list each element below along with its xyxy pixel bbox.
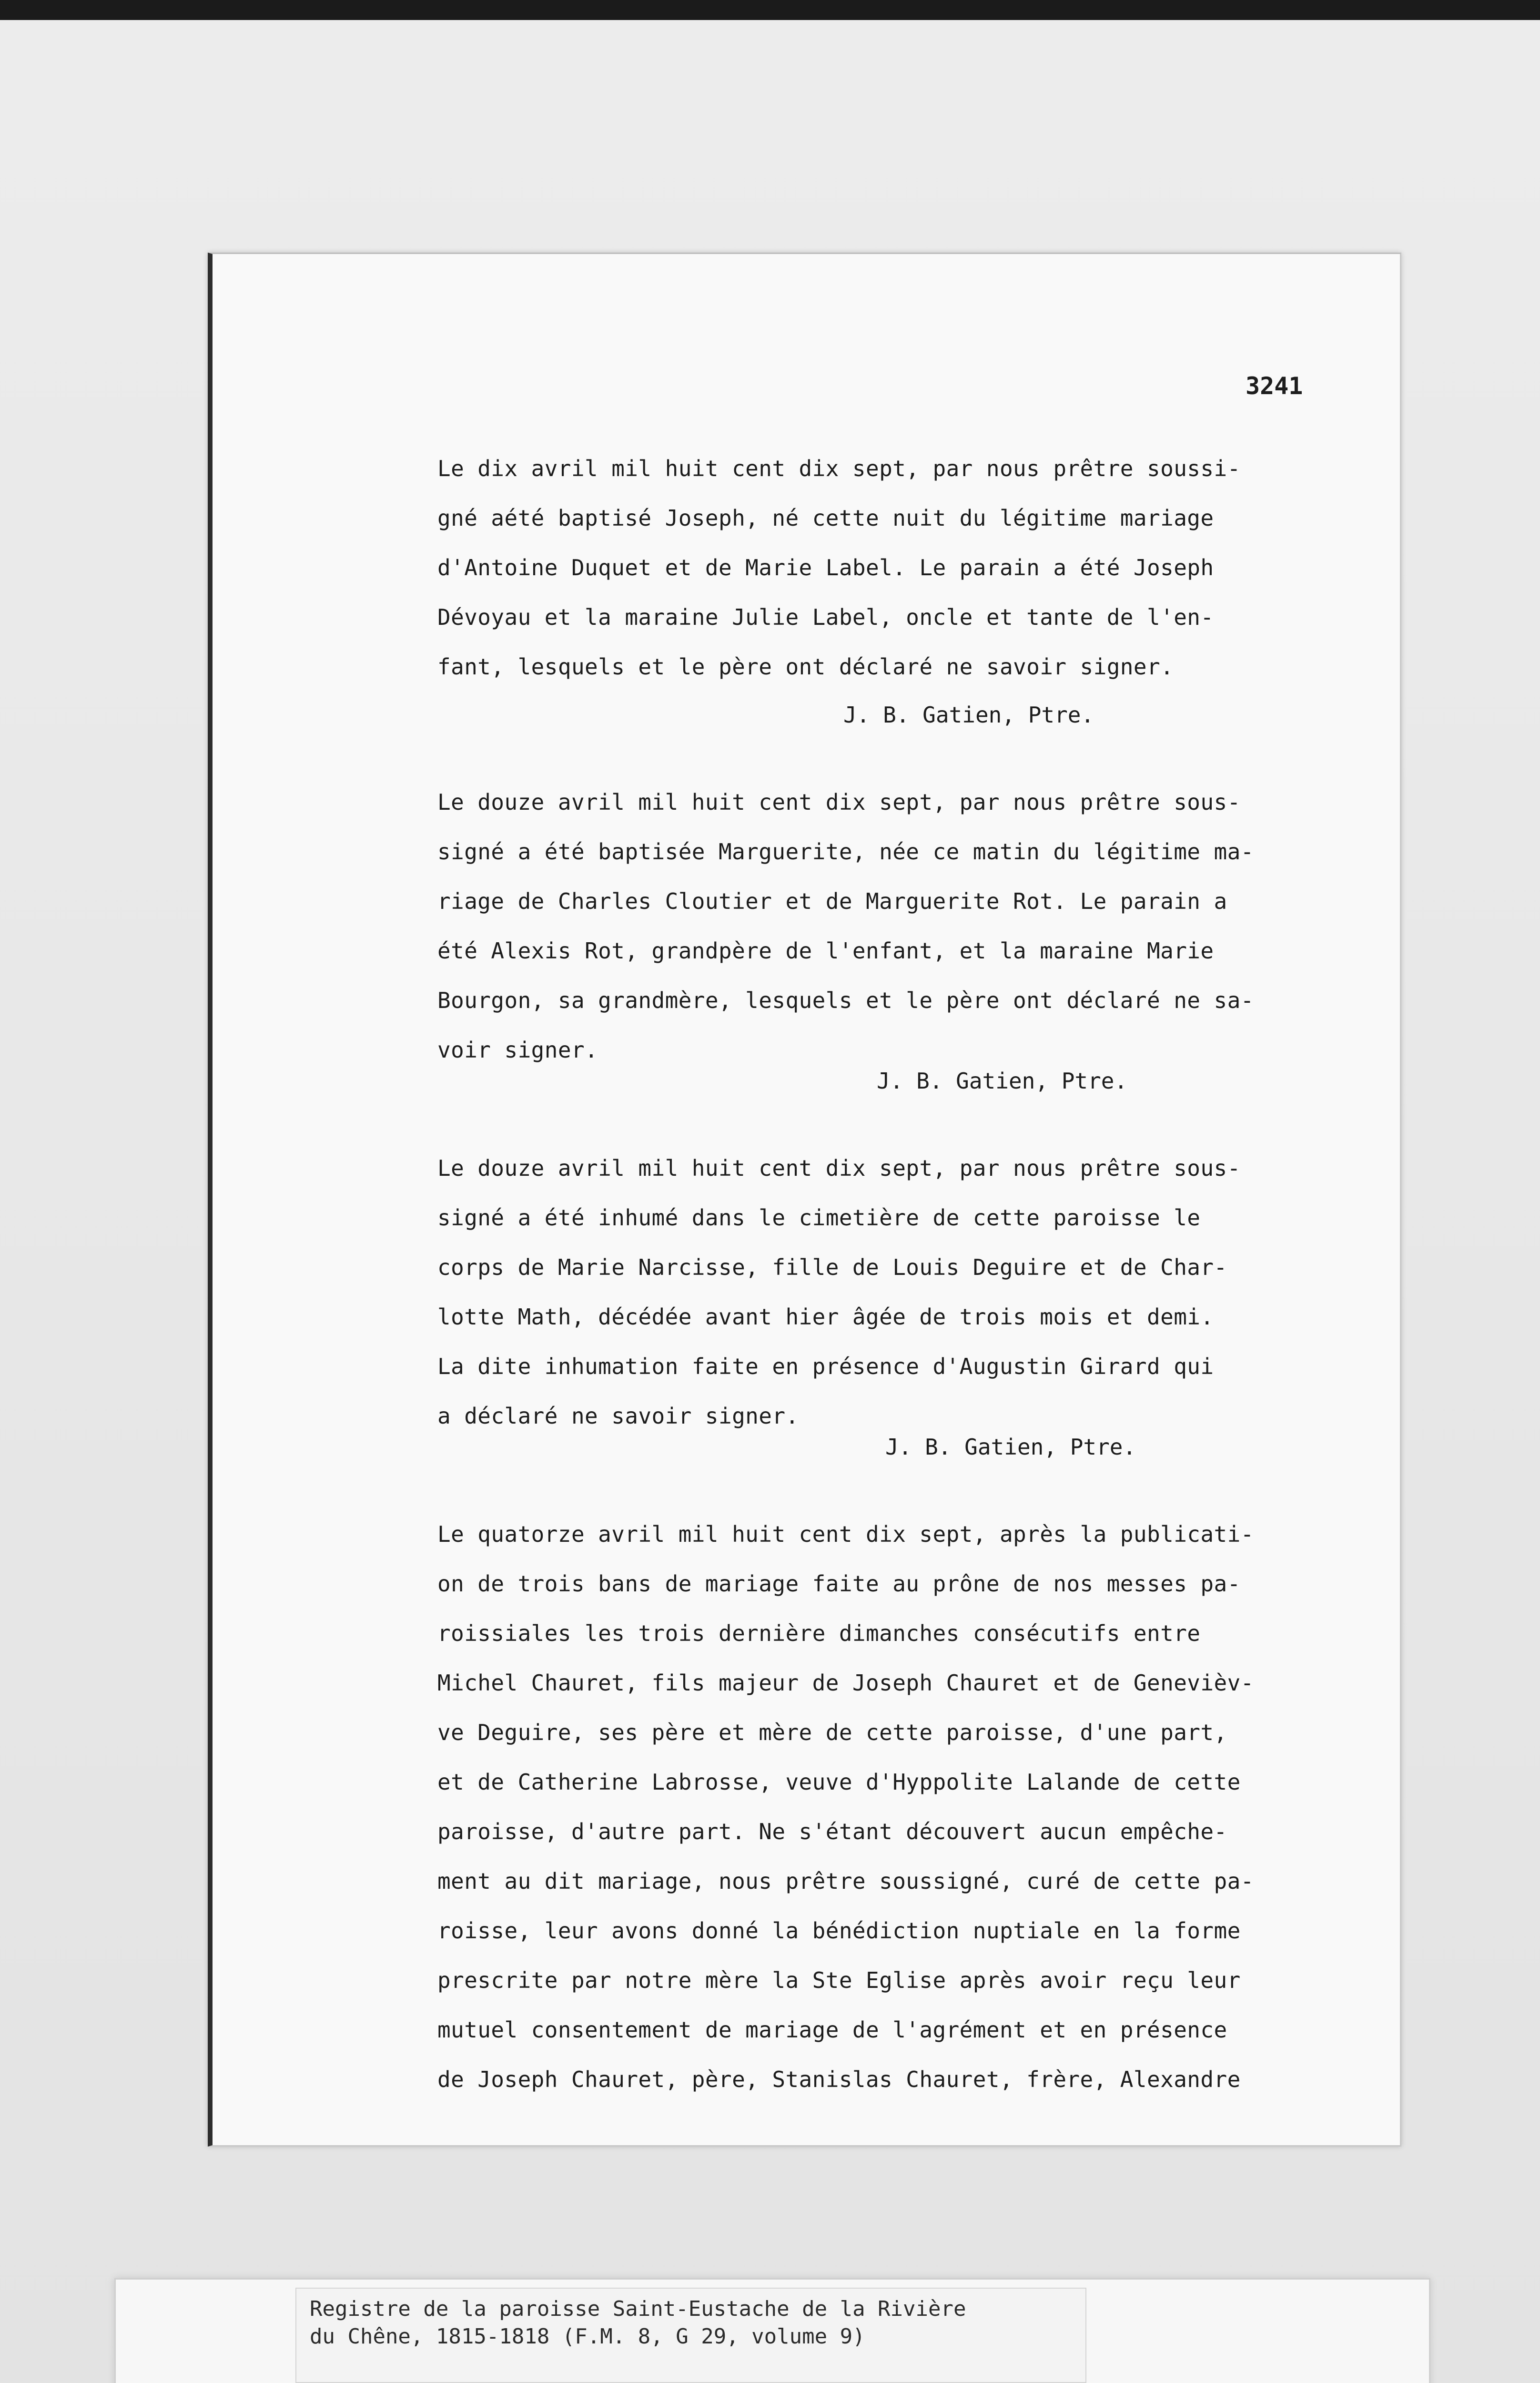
page-number: 3241 — [1246, 372, 1303, 400]
entry-line: La dite inhumation faite en présence d'Augustin Girard qui — [437, 1354, 1214, 1379]
entry-line: gné aété baptisé Joseph, né cette nuit du légitime mariage — [437, 505, 1214, 531]
catalog-label — [295, 2288, 1086, 2383]
entry-line: fant, lesquels et le père ont déclaré ne savoir signer. — [437, 654, 1174, 680]
entry-line: Bourgon, sa grandmère, lesquels et le père ont déclaré ne sa- — [437, 988, 1254, 1013]
entry-line: voir signer. — [437, 1037, 598, 1063]
entry-line: corps de Marie Narcisse, fille de Louis Deguire et de Char- — [437, 1254, 1227, 1280]
register-page — [208, 253, 1401, 2147]
entry-line: roisse, leur avons donné la bénédiction nuptiale en la forme — [437, 1918, 1241, 1944]
entry-burial-marie-narcisse — [437, 1143, 1314, 1468]
priest-signature: J. B. Gatien, Ptre. — [877, 1068, 1128, 1094]
entry-line: mutuel consentement de mariage de l'agrément et en présence — [437, 2017, 1227, 2043]
entry-line: on de trois bans de mariage faite au prône de nos messes pa- — [437, 1571, 1241, 1597]
catalog-line: Registre de la paroisse Saint-Eustache de la Rivière — [310, 2297, 966, 2321]
entry-line: ve Deguire, ses père et mère de cette paroisse, d'une part, — [437, 1720, 1227, 1745]
priest-signature: J. B. Gatien, Ptre. — [885, 1434, 1136, 1460]
entry-line: Le douze avril mil huit cent dix sept, par nous prêtre sous- — [437, 789, 1241, 815]
entry-line: Dévoyau et la maraine Julie Label, oncle et tante de l'en- — [437, 604, 1214, 630]
entry-line: a déclaré ne savoir signer. — [437, 1403, 799, 1429]
entry-line: riage de Charles Cloutier et de Marguerite Rot. Le parain a — [437, 888, 1227, 914]
entry-line: Le quatorze avril mil huit cent dix sept, après la publicati- — [437, 1521, 1254, 1547]
entry-line: de Joseph Chauret, père, Stanislas Chauret, frère, Alexandre — [437, 2067, 1241, 2092]
entry-line: d'Antoine Duquet et de Marie Label. Le parain a été Joseph — [437, 555, 1214, 580]
entry-baptism-marguerite — [437, 777, 1314, 1102]
entry-line: lotte Math, décédée avant hier âgée de trois mois et demi. — [437, 1304, 1214, 1330]
register-entries — [437, 444, 1314, 2104]
entry-line: Michel Chauret, fils majeur de Joseph Chauret et de Genevièv- — [437, 1670, 1254, 1696]
entry-line: Le douze avril mil huit cent dix sept, par nous prêtre sous- — [437, 1155, 1241, 1181]
entry-line: roissiales les trois dernière dimanches consécutifs entre — [437, 1620, 1201, 1646]
priest-signature: J. B. Gatien, Ptre. — [843, 702, 1094, 728]
entry-line: Le dix avril mil huit cent dix sept, par nous prêtre soussi- — [437, 456, 1241, 481]
scan-top-border — [0, 0, 1540, 20]
entry-line: ment au dit mariage, nous prêtre soussigné, curé de cette pa- — [437, 1868, 1254, 1894]
entry-line: signé a été baptisée Marguerite, née ce matin du légitime ma- — [437, 839, 1254, 865]
entry-marriage-chauret — [437, 1509, 1314, 2104]
entry-line: paroisse, d'autre part. Ne s'étant découvert aucun empêche- — [437, 1819, 1227, 1844]
entry-line: signé a été inhumé dans le cimetière de cette paroisse le — [437, 1205, 1201, 1231]
entry-baptism-joseph — [437, 444, 1314, 736]
catalog-line: du Chêne, 1815-1818 (F.M. 8, G 29, volume 9) — [310, 2324, 865, 2349]
entry-line: été Alexis Rot, grandpère de l'enfant, et la maraine Marie — [437, 938, 1214, 964]
entry-line: et de Catherine Labrosse, veuve d'Hyppolite Lalande de cette — [437, 1769, 1241, 1795]
entry-line: prescrite par notre mère la Ste Eglise après avoir reçu leur — [437, 1967, 1241, 1993]
